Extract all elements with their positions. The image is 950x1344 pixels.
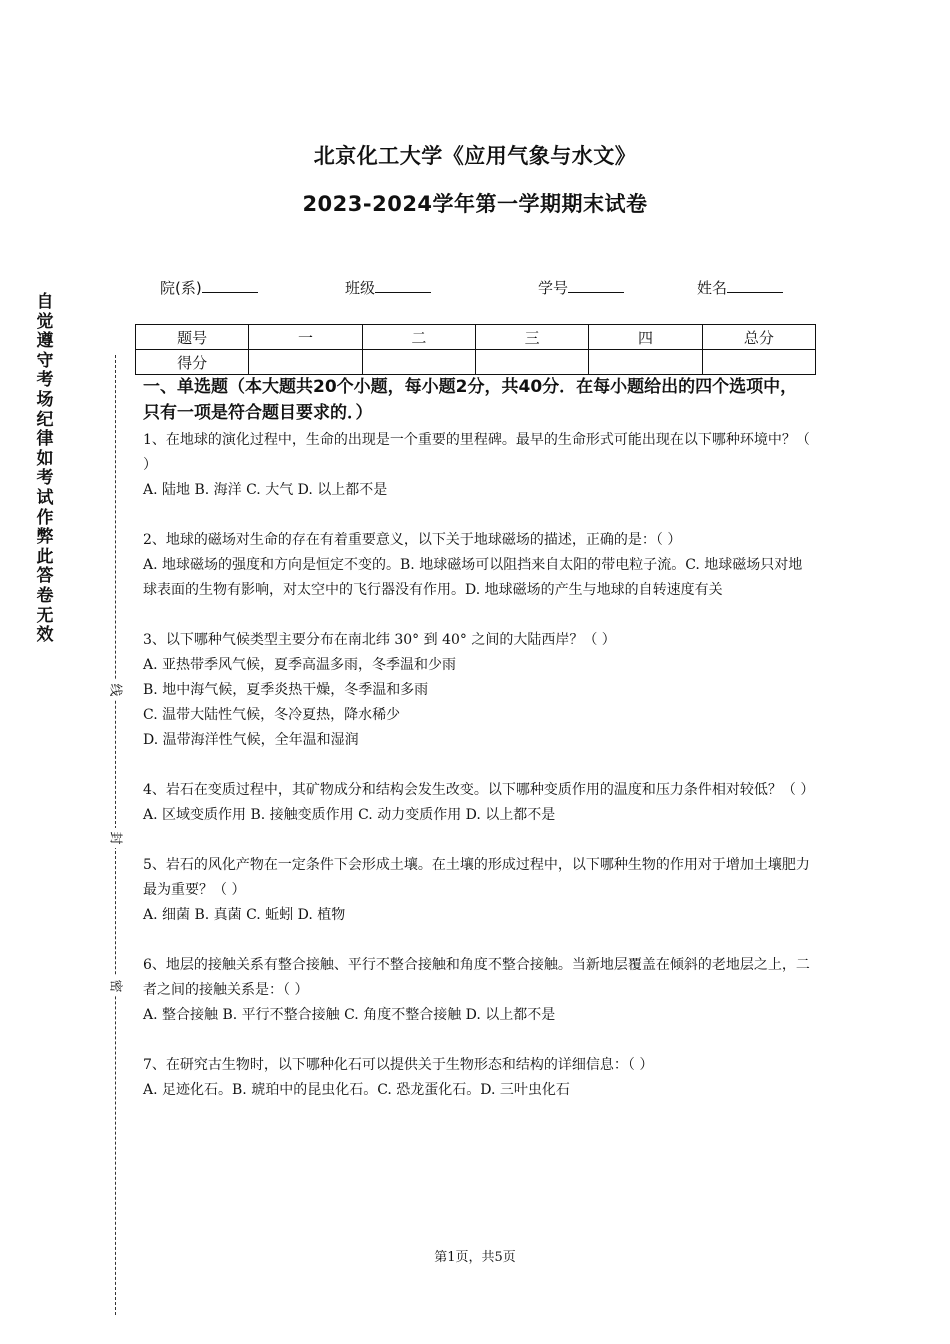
question-7	[143, 1053, 813, 1103]
question-options: A. 细菌 B. 真菌 C. 蚯蚓 D. 植物	[143, 907, 346, 923]
page-number: 第1页，共5页	[434, 1250, 516, 1265]
question-options: A. 整合接触 B. 平行不整合接触 C. 角度不整合接触 D. 以上都不是	[143, 1007, 556, 1023]
question-2	[143, 528, 813, 603]
score-table-cell: 题号	[136, 325, 249, 350]
seal-mark-xian: 线	[106, 680, 124, 700]
question-option-b: B. 地中海气候，夏季炎热干燥，冬季温和多雨	[143, 682, 429, 698]
section-heading: 一、单选题（本大题共20个小题，每小题2分，共40分．在每小题给出的四个选项中，只有一项是符合题目要求的．）	[143, 377, 798, 423]
department-label: 院(系)	[160, 279, 202, 297]
score-table-cell: 一	[249, 325, 362, 350]
score-row-label: 得分	[136, 350, 249, 375]
seal-mark-feng: 封	[106, 828, 124, 848]
name-blank[interactable]	[727, 276, 783, 293]
student-id-label: 学号	[538, 279, 569, 297]
question-1	[143, 428, 813, 503]
question-6	[143, 953, 813, 1028]
score-table-cell: 二	[362, 325, 475, 350]
exam-content	[143, 374, 813, 1128]
department-blank[interactable]	[202, 276, 258, 293]
question-stem: 1、在地球的演化过程中，生命的出现是一个重要的里程碑。最早的生命形式可能出现在以下哪种环境中？（ ）	[143, 432, 810, 473]
score-cell-blank[interactable]	[702, 350, 815, 375]
score-table	[135, 324, 816, 375]
question-4	[143, 778, 813, 828]
name-label: 姓名	[697, 279, 728, 297]
question-stem: 4、岩石在变质过程中，其矿物成分和结构会发生改变。以下哪种变质作用的温度和压力条件相对较低？（ ）	[143, 782, 815, 798]
exam-discipline-notice: 自觉遵守考场纪律如考试作弊此答卷无效	[36, 292, 54, 646]
question-stem: 7、在研究古生物时，以下哪种化石可以提供关于生物形态和结构的详细信息：（ ）	[143, 1057, 654, 1073]
score-cell-blank[interactable]	[475, 350, 588, 375]
question-stem: 3、以下哪种气候类型主要分布在南北纬 30° 到 40° 之间的大陆西岸？（ ）	[143, 632, 616, 648]
student-id-blank[interactable]	[568, 276, 624, 293]
student-id-field	[538, 276, 624, 298]
score-table-cell: 四	[589, 325, 702, 350]
class-label: 班级	[345, 279, 376, 297]
name-field	[697, 276, 783, 298]
question-3	[143, 628, 813, 753]
question-stem: 5、岩石的风化产物在一定条件下会形成土壤。在土壤的形成过程中，以下哪种生物的作用对于增加土壤肥力最为重要？（ ）	[143, 857, 810, 898]
score-cell-blank[interactable]	[589, 350, 702, 375]
question-options: A. 足迹化石。B. 琥珀中的昆虫化石。C. 恐龙蛋化石。D. 三叶虫化石	[143, 1082, 570, 1098]
score-table-cell: 三	[475, 325, 588, 350]
score-table-header-row	[136, 325, 816, 350]
score-cell-blank[interactable]	[249, 350, 362, 375]
score-cell-blank[interactable]	[362, 350, 475, 375]
exam-title-line2: 2023-2024学年第一学期期末试卷	[302, 192, 648, 216]
question-5	[143, 853, 813, 928]
question-stem: 2、地球的磁场对生命的存在有着重要意义，以下关于地球磁场的描述，正确的是：（ ）	[143, 532, 682, 548]
score-table-score-row	[136, 350, 816, 375]
question-option-a: A. 亚热带季风气候，夏季高温多雨，冬季温和少雨	[143, 657, 457, 673]
score-table-cell: 总分	[702, 325, 815, 350]
department-field	[160, 276, 258, 298]
exam-title-line1: 北京化工大学《应用气象与水文》	[313, 144, 637, 168]
question-option-d: D. 温带海洋性气候，全年温和湿润	[143, 732, 359, 748]
question-options: A. 地球磁场的强度和方向是恒定不变的。B. 地球磁场可以阻挡来自太阳的带电粒子流。C. 地球磁场只对地球表面的生物有影响，对太空中的飞行器没有作用。D. 地球磁场的产生与地球的自转速度有关	[143, 557, 803, 598]
question-options: A. 区域变质作用 B. 接触变质作用 C. 动力变质作用 D. 以上都不是	[143, 807, 556, 823]
question-option-c: C. 温带大陆性气候，冬冷夏热，降水稀少	[143, 707, 401, 723]
question-options: A. 陆地 B. 海洋 C. 大气 D. 以上都不是	[143, 482, 388, 498]
seal-mark-mi: 密	[106, 976, 124, 996]
question-stem: 6、地层的接触关系有整合接触、平行不整合接触和角度不整合接触。当新地层覆盖在倾斜的老地层之上，二者之间的接触关系是：（ ）	[143, 957, 810, 998]
class-blank[interactable]	[375, 276, 431, 293]
class-field	[345, 276, 431, 298]
